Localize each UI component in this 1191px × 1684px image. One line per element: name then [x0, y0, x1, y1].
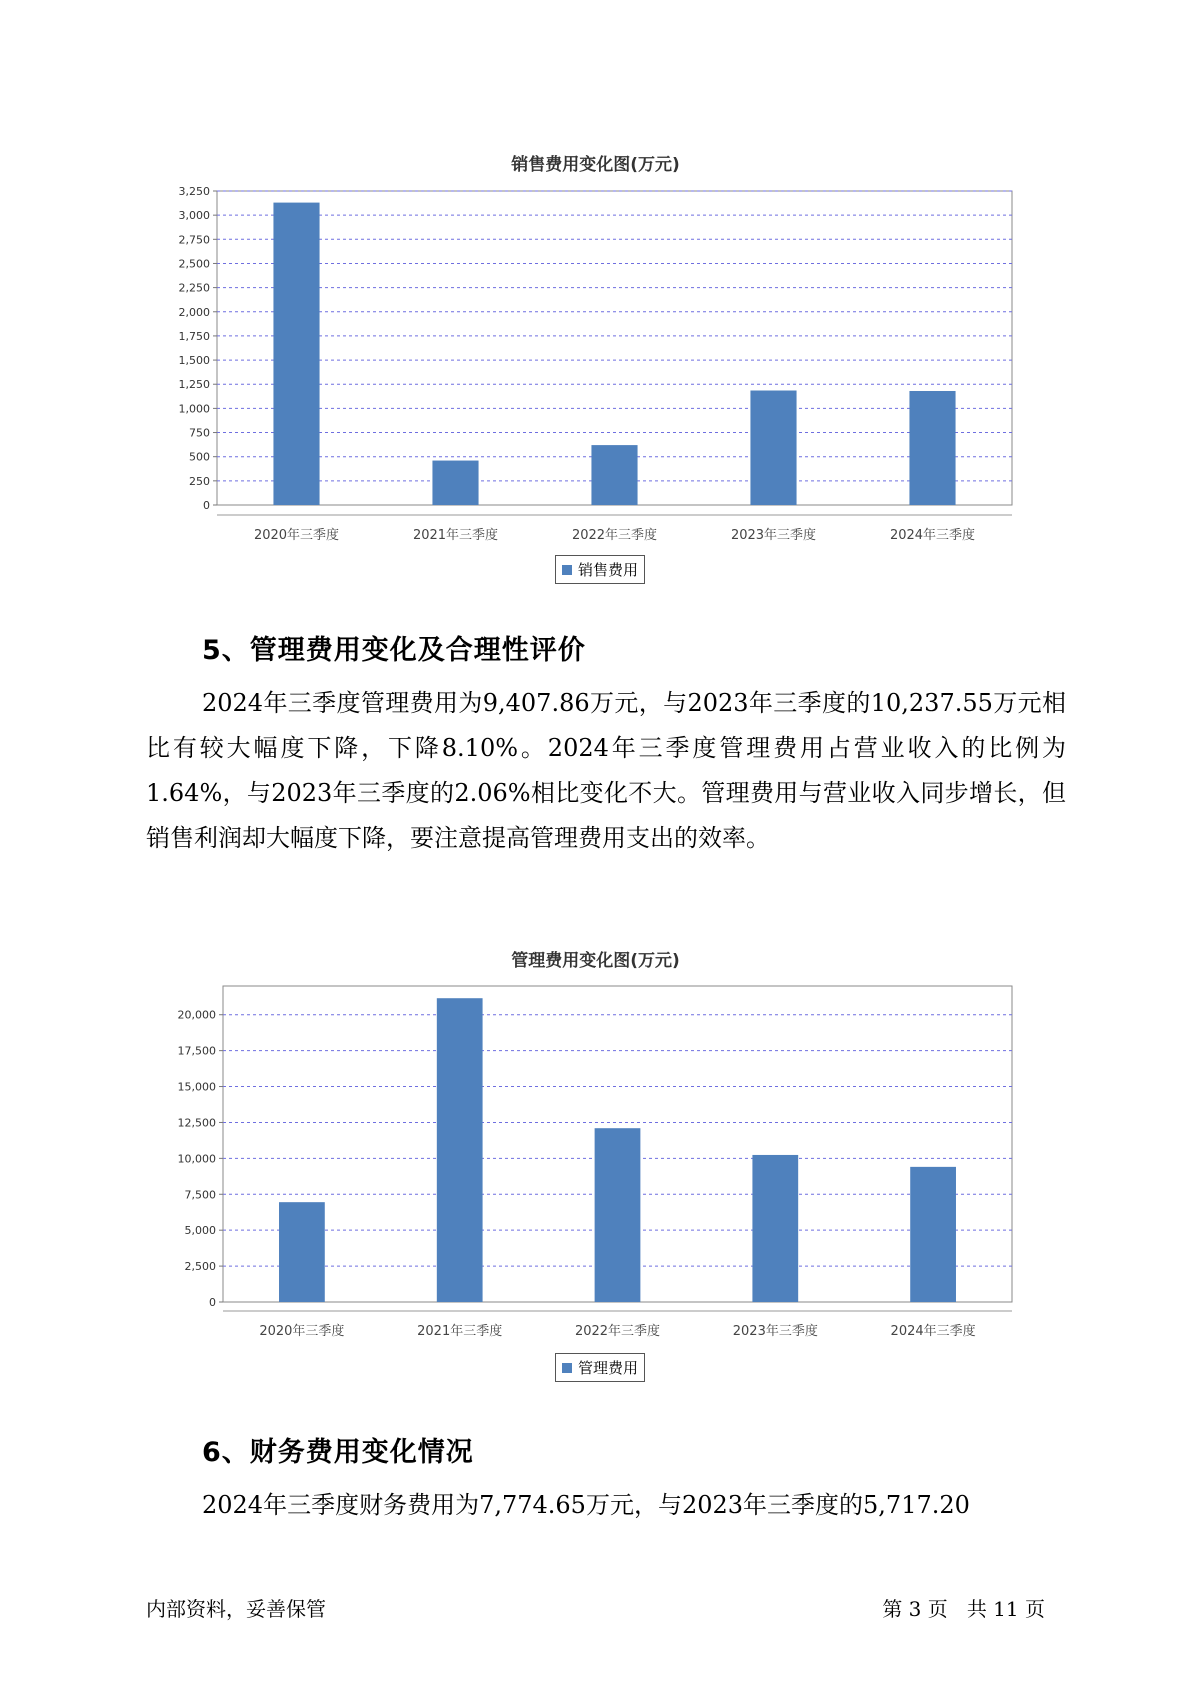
chart1-ytick-label: 250: [189, 474, 210, 488]
chart2-ytick-label: 0: [209, 1296, 216, 1309]
chart2-ytick-label: 10,000: [177, 1152, 216, 1166]
chart2-legend-label: 管理费用: [578, 1359, 639, 1377]
chart2-ytick-label: 17,500: [177, 1044, 216, 1058]
chart2-ytick-label: 12,500: [177, 1116, 216, 1130]
section6-paragraph-text: 2024年三季度财务费用为7,774.65万元，与2023年三季度的5,717.20: [202, 1491, 970, 1519]
chart1-ytick-label: 2,250: [178, 281, 210, 295]
footer-left: 内部资料，妥善保管: [146, 1597, 326, 1621]
chart1-xtick-label: 2020年三季度: [253, 528, 340, 543]
section5-paragraph-text: 2024年三季度管理费用为9,407.86万元，与2023年三季度的10,237.55万元相比有较大幅度下降，下降8.10%。2024年三季度管理费用占营业收入的比例为1.64%，与2023年三季度的2.06%相比变化不大。管理费用与营业收入同步增长，但销售利润却大幅度下降，要注意提高管理费用支出的效率。: [146, 689, 1066, 852]
chart1-ytick-label: 3,250: [178, 185, 210, 198]
chart2-bar-4: [910, 1167, 956, 1302]
chart2-ytick-label: 15,000: [177, 1080, 216, 1094]
chart2-title: 管理费用变化图(万元): [511, 951, 680, 971]
chart2-xtick-label: 2022年三季度: [574, 1324, 661, 1339]
chart2-xtick-label: 2024年三季度: [890, 1324, 976, 1339]
chart2-bar-2: [595, 1128, 641, 1302]
chart1-ytick-label: 1,750: [178, 329, 210, 343]
section5-heading: 5、管理费用变化及合理性评价: [202, 635, 586, 666]
chart2-xtick-label: 2021年三季度: [417, 1324, 503, 1339]
chart1-ytick-label: 2,500: [178, 257, 210, 271]
footer-page-number: 第 3 页 共 11 页: [882, 1597, 1045, 1621]
chart1-ytick-label: 750: [189, 426, 210, 440]
chart2-ytick-label: 7,500: [184, 1188, 216, 1202]
chart2-xtick-label: 2023年三季度: [732, 1324, 818, 1339]
section6-heading: 6、财务费用变化情况: [202, 1437, 474, 1468]
legend-swatch: [562, 1363, 572, 1373]
chart1-ytick-label: 1,000: [178, 402, 210, 416]
chart2-ytick-label: 20,000: [177, 1008, 216, 1022]
chart1-ytick-label: 500: [189, 450, 210, 464]
chart2-xtick-label: 2020年三季度: [259, 1324, 345, 1339]
chart1-ytick-label: 3,000: [178, 209, 210, 223]
chart1-ytick-label: 1,250: [178, 378, 210, 392]
chart1-ytick-label: 1,500: [178, 354, 210, 368]
chart1-xtick-label: 2023年三季度: [730, 528, 817, 543]
chart1-ytick-label: 2,750: [178, 233, 210, 247]
chart2-bar-1: [437, 998, 483, 1302]
chart2-ytick-label: 5,000: [184, 1224, 216, 1238]
chart1-xtick-label: 2022年三季度: [571, 528, 658, 543]
section6-paragraph: [146, 1483, 1066, 1528]
chart2-ytick-label: 2,500: [184, 1260, 216, 1274]
chart2-bar-0: [279, 1202, 325, 1302]
chart2-legend: [555, 1353, 645, 1382]
chart1-ytick-label: 0: [203, 499, 210, 512]
chart1-legend-label: 销售费用: [578, 561, 639, 579]
chart2-bar-3: [752, 1155, 798, 1302]
chart1-xtick-label: 2024年三季度: [889, 528, 976, 543]
chart1-ytick-label: 2,000: [178, 305, 210, 319]
chart1-xtick-label: 2021年三季度: [412, 528, 499, 543]
chart1-title: 销售费用变化图(万元): [511, 155, 680, 175]
